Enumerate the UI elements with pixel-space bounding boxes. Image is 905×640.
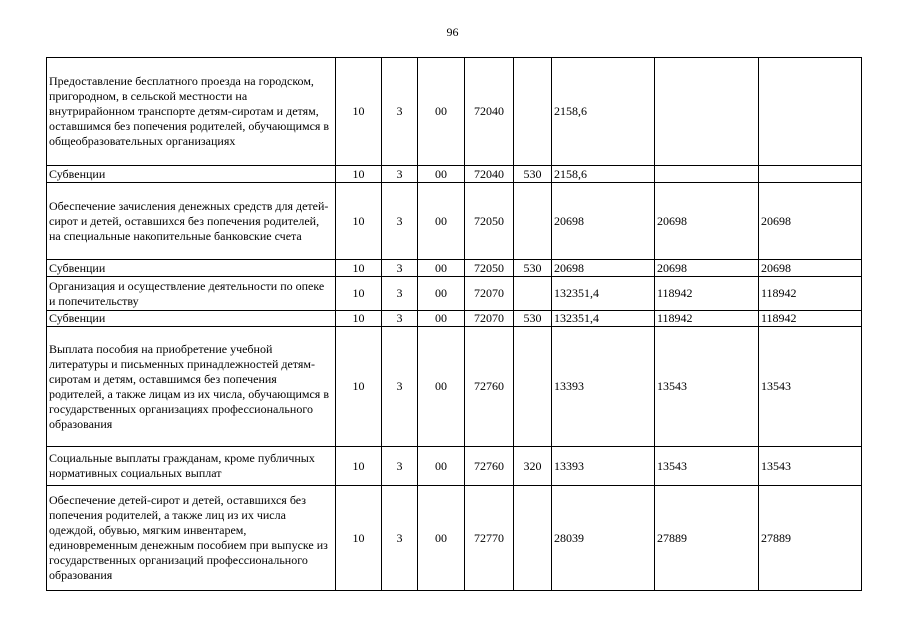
table-row <box>47 327 862 447</box>
cell-y2 <box>655 58 759 166</box>
cell-cs1: 00 <box>418 447 465 486</box>
cell-y3: 20698 <box>759 260 862 277</box>
cell-cs2: 72050 <box>465 260 514 277</box>
cell-vr: 530 <box>514 166 552 183</box>
cell-rz: 10 <box>336 166 382 183</box>
table-row <box>47 486 862 591</box>
cell-cs2: 72070 <box>465 277 514 311</box>
cell-cs2: 72050 <box>465 183 514 260</box>
cell-y3: 13543 <box>759 447 862 486</box>
row-name: Организация и осуществление деятельности по опеке и попечительству <box>47 277 336 311</box>
cell-cs1: 00 <box>418 277 465 311</box>
cell-y1: 13393 <box>552 447 655 486</box>
cell-pr: 3 <box>382 486 418 591</box>
row-name: Субвенции <box>47 311 336 327</box>
row-name: Предоставление бесплатного проезда на городском, пригородном, в сельской местности на внутрирайонном транспорте детям-сиротам и детям, оставшимся без попечения родителей, обучающимся в общеобразовательных организациях <box>47 58 336 166</box>
table-row <box>47 311 862 327</box>
cell-cs1: 00 <box>418 260 465 277</box>
cell-pr: 3 <box>382 447 418 486</box>
cell-cs1: 00 <box>418 183 465 260</box>
cell-vr <box>514 327 552 447</box>
cell-rz: 10 <box>336 58 382 166</box>
cell-cs2: 72070 <box>465 311 514 327</box>
budget-table <box>46 57 862 591</box>
table-row <box>47 260 862 277</box>
row-name: Обеспечение зачисления денежных средств для детей-сирот и детей, оставшихся без попечения родителей, на специальные накопительные банковские счета <box>47 183 336 260</box>
row-name: Субвенции <box>47 260 336 277</box>
cell-pr: 3 <box>382 183 418 260</box>
cell-pr: 3 <box>382 58 418 166</box>
cell-y1: 20698 <box>552 183 655 260</box>
cell-y1: 20698 <box>552 260 655 277</box>
cell-y3: 118942 <box>759 311 862 327</box>
cell-rz: 10 <box>336 327 382 447</box>
cell-y3: 13543 <box>759 327 862 447</box>
cell-y1: 132351,4 <box>552 277 655 311</box>
cell-pr: 3 <box>382 277 418 311</box>
cell-y2: 118942 <box>655 311 759 327</box>
cell-y1: 2158,6 <box>552 166 655 183</box>
cell-cs2: 72040 <box>465 58 514 166</box>
cell-cs1: 00 <box>418 311 465 327</box>
cell-cs2: 72760 <box>465 327 514 447</box>
cell-y3: 20698 <box>759 183 862 260</box>
cell-cs2: 72040 <box>465 166 514 183</box>
cell-y2: 13543 <box>655 327 759 447</box>
cell-rz: 10 <box>336 183 382 260</box>
cell-y1: 2158,6 <box>552 58 655 166</box>
cell-y2: 13543 <box>655 447 759 486</box>
cell-vr <box>514 58 552 166</box>
cell-vr: 320 <box>514 447 552 486</box>
cell-cs1: 00 <box>418 58 465 166</box>
row-name: Социальные выплаты гражданам, кроме публичных нормативных социальных выплат <box>47 447 336 486</box>
row-name: Субвенции <box>47 166 336 183</box>
cell-y3: 27889 <box>759 486 862 591</box>
table-row <box>47 58 862 166</box>
cell-cs1: 00 <box>418 166 465 183</box>
cell-vr: 530 <box>514 260 552 277</box>
cell-y1: 13393 <box>552 327 655 447</box>
cell-y1: 132351,4 <box>552 311 655 327</box>
cell-pr: 3 <box>382 327 418 447</box>
cell-y1: 28039 <box>552 486 655 591</box>
cell-y2 <box>655 166 759 183</box>
cell-pr: 3 <box>382 311 418 327</box>
cell-pr: 3 <box>382 260 418 277</box>
cell-vr <box>514 183 552 260</box>
cell-y2: 20698 <box>655 183 759 260</box>
table-row <box>47 447 862 486</box>
table-row <box>47 277 862 311</box>
cell-vr <box>514 277 552 311</box>
cell-rz: 10 <box>336 260 382 277</box>
cell-y2: 118942 <box>655 277 759 311</box>
cell-y3: 118942 <box>759 277 862 311</box>
cell-pr: 3 <box>382 166 418 183</box>
cell-cs2: 72760 <box>465 447 514 486</box>
table-row <box>47 166 862 183</box>
cell-cs2: 72770 <box>465 486 514 591</box>
cell-rz: 10 <box>336 277 382 311</box>
cell-cs1: 00 <box>418 486 465 591</box>
row-name: Обеспечение детей-сирот и детей, оставшихся без попечения родителей, а также лиц из их числа одеждой, обувью, мягким инвентарем, единовременным денежным пособием при выпуске из государственных организаций профессионального образования <box>47 486 336 591</box>
cell-rz: 10 <box>336 447 382 486</box>
cell-cs1: 00 <box>418 327 465 447</box>
cell-y2: 20698 <box>655 260 759 277</box>
table-row <box>47 183 862 260</box>
cell-rz: 10 <box>336 486 382 591</box>
cell-y3 <box>759 166 862 183</box>
cell-vr <box>514 486 552 591</box>
cell-rz: 10 <box>336 311 382 327</box>
cell-y2: 27889 <box>655 486 759 591</box>
cell-y3 <box>759 58 862 166</box>
cell-vr: 530 <box>514 311 552 327</box>
row-name: Выплата пособия на приобретение учебной литературы и письменных принадлежностей детям-сиротам и детям, оставшимся без попечения родителей, а также лицам из их числа, обучающимся в государственных организациях профессионального образования <box>47 327 336 447</box>
page-number: 96 <box>446 25 459 39</box>
